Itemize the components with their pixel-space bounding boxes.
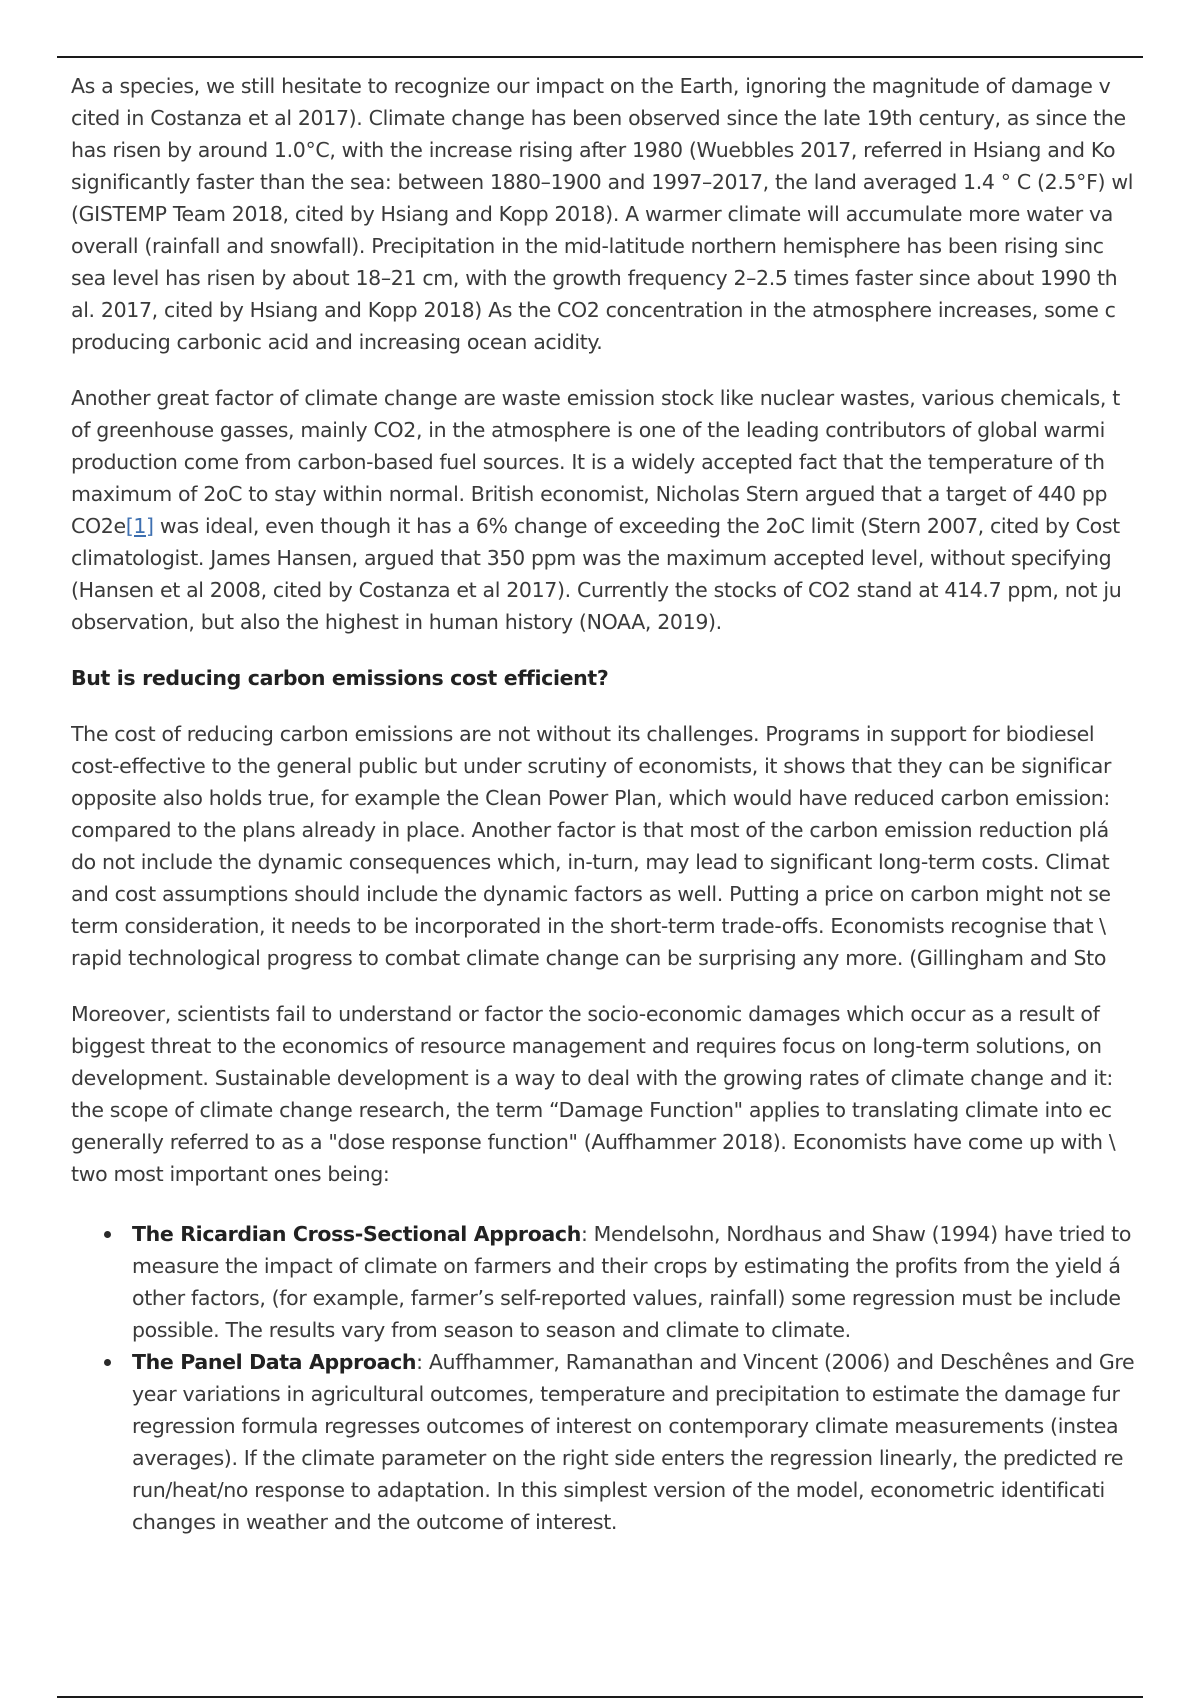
text-line: observation, but also the highest in human history (NOAA, 2019). (71, 610, 722, 634)
list-item-panel-data (71, 1346, 1177, 1538)
text-line: other factors, (for example, farmer’s self-reported values, rainfall) some regression must be include (132, 1286, 1121, 1310)
footnote-link[interactable]: [1] (125, 514, 154, 538)
list-item-ricardian (71, 1218, 1177, 1346)
list-item-title: The Panel Data Approach (132, 1350, 417, 1374)
bullet-icon (104, 1231, 111, 1238)
text-line: overall (rainfall and snowfall). Precipitation in the mid-latitude northern hemisphere has been rising sinc (71, 234, 1104, 258)
text-line: run/heat/no response to adaptation. In this simplest version of the model, econometric identificati (132, 1478, 1105, 1502)
text-line: al. 2017, cited by Hsiang and Kopp 2018) As the CO2 concentration in the atmosphere increases, some c (71, 298, 1116, 322)
text-line: Moreover, scientists fail to understand or factor the socio-economic damages which occur as a result of (71, 1002, 1100, 1026)
list-item-title: The Ricardian Cross-Sectional Approach (132, 1222, 581, 1246)
section-heading: But is reducing carbon emissions cost efficient? (71, 666, 609, 690)
text-line: do not include the dynamic consequences which, in-turn, may lead to significant long-term costs. Climat (71, 850, 1110, 874)
text-line-with-footnote (71, 510, 1177, 542)
text-line: possible. The results vary from season to season and climate to climate. (132, 1318, 851, 1342)
bottom-divider (57, 1696, 1143, 1698)
text-line: has risen by around 1.0°C, with the increase rising after 1980 (Wuebbles 2017, referred in Hsiang and Ko (71, 138, 1116, 162)
text-line: development. Sustainable development is a way to deal with the growing rates of climate change and it: (71, 1066, 1113, 1090)
text-line: cited in Costanza et al 2017). Climate change has been observed since the late 19th century, as since the (71, 106, 1126, 130)
text-line (132, 1218, 1177, 1250)
text-line: sea level has risen by about 18–21 cm, with the growth frequency 2–2.5 times faster since about 1990 th (71, 266, 1118, 290)
text-line: averages). If the climate parameter on the right side enters the regression linearly, the predicted re (132, 1446, 1124, 1470)
text-line: the scope of climate change research, the term “Damage Function" applies to translating climate into ec (71, 1098, 1112, 1122)
text-line: maximum of 2oC to stay within normal. British economist, Nicholas Stern argued that a target of 440 pp (71, 482, 1108, 506)
text-line: two most important ones being: (71, 1162, 390, 1186)
paragraph-climate-observations (71, 70, 1177, 358)
text-line: and cost assumptions should include the dynamic factors as well. Putting a price on carbon might not se (71, 882, 1111, 906)
text-line: production come from carbon-based fuel sources. It is a widely accepted fact that the temperature of th (71, 450, 1105, 474)
text-line: climatologist. James Hansen, argued that 350 ppm was the maximum accepted level, without specifying (71, 546, 1112, 570)
text-line: year variations in agricultural outcomes, temperature and precipitation to estimate the damage fur (132, 1382, 1120, 1406)
text-line: significantly faster than the sea: between 1880–1900 and 1997–2017, the land averaged 1.4 ° C (2.5°F) wl (71, 170, 1134, 194)
bullet-icon (104, 1359, 111, 1366)
text-segment: : Auffhammer, Ramanathan and Vincent (2006) and Deschênes and Gre (416, 1350, 1135, 1374)
text-line: (GISTEMP Team 2018, cited by Hsiang and Kopp 2018). A warmer climate will accumulate more water va (71, 202, 1113, 226)
text-line: The cost of reducing carbon emissions are not without its challenges. Programs in support for biodiesel (71, 722, 1095, 746)
text-line: regression formula regresses outcomes of interest on contemporary climate measurements (instea (132, 1414, 1119, 1438)
text-line: changes in weather and the outcome of interest. (132, 1510, 618, 1534)
text-segment: was ideal, even though it has a 6% change of exceeding the 2oC limit (Stern 2007, cited by Cost (153, 514, 1120, 538)
text-line: Another great factor of climate change are waste emission stock like nuclear wastes, various chemicals, t (71, 386, 1120, 410)
paragraph-damage-function (71, 998, 1177, 1190)
text-line: opposite also holds true, for example the Clean Power Plan, which would have reduced carbon emission: (71, 786, 1110, 810)
top-divider (57, 56, 1143, 58)
text-line: (Hansen et al 2008, cited by Costanza et al 2017). Currently the stocks of CO2 stand at 414.7 ppm, not ju (71, 578, 1122, 602)
text-line: compared to the plans already in place. Another factor is that most of the carbon emission reduction plá (71, 818, 1109, 842)
paragraph-cost-challenges (71, 718, 1177, 974)
approaches-list (71, 1218, 1177, 1538)
text-line: As a species, we still hesitate to recognize our impact on the Earth, ignoring the magnitude of damage v (71, 74, 1111, 98)
paragraph-emissions-stock (71, 382, 1177, 638)
text-line: biggest threat to the economics of resource management and requires focus on long-term solutions, on (71, 1034, 1102, 1058)
text-line: of greenhouse gasses, mainly CO2, in the atmosphere is one of the leading contributors of global warmi (71, 418, 1105, 442)
document-body (71, 70, 1177, 1538)
text-line: generally referred to as a "dose response function" (Auffhammer 2018). Economists have come up with \ (71, 1130, 1116, 1154)
text-line: rapid technological progress to combat climate change can be surprising any more. (Gillingham and Sto (71, 946, 1107, 970)
text-line (132, 1346, 1177, 1378)
text-segment: : Mendelsohn, Nordhaus and Shaw (1994) have tried to (580, 1222, 1132, 1246)
text-segment: CO2e (71, 514, 126, 538)
text-line: term consideration, it needs to be incorporated in the short-term trade-offs. Economists recognise that \ (71, 914, 1106, 938)
text-line: cost-effective to the general public but under scrutiny of economists, it shows that they can be significar (71, 754, 1112, 778)
text-line: measure the impact of climate on farmers and their crops by estimating the profits from the yield á (132, 1254, 1121, 1278)
text-line: producing carbonic acid and increasing ocean acidity. (71, 330, 603, 354)
